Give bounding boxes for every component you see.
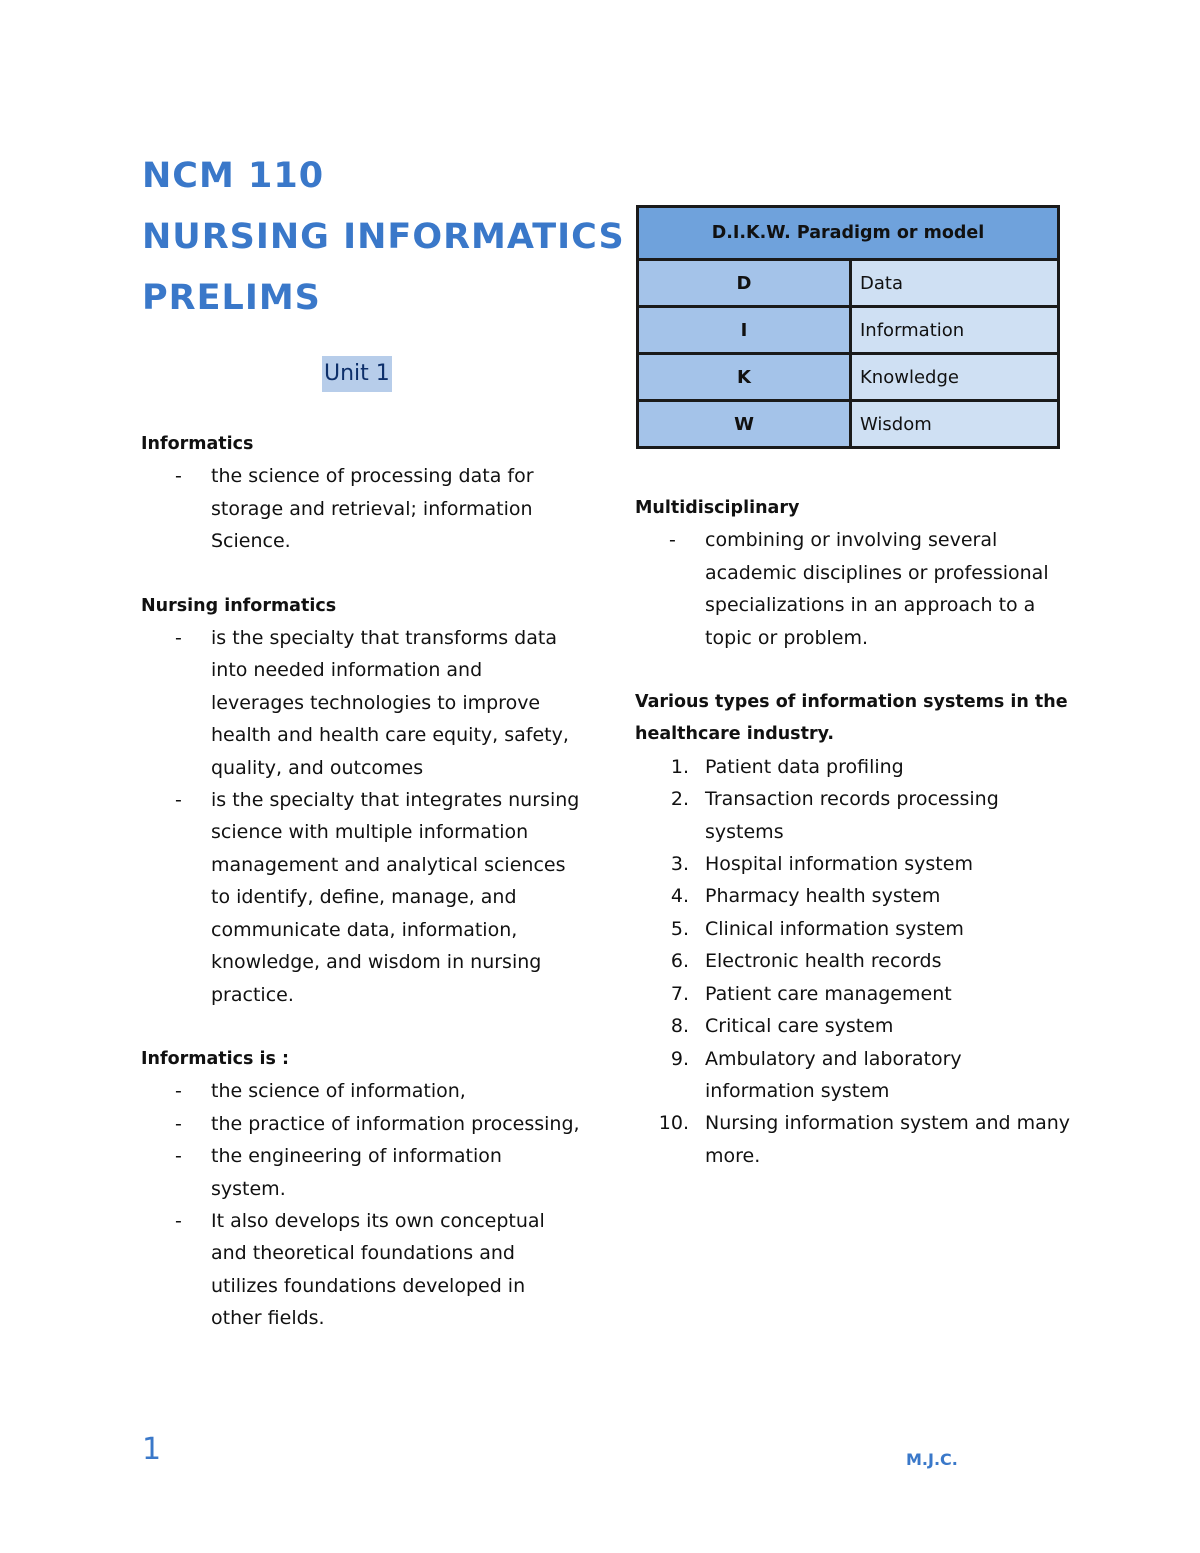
list-number: 9. bbox=[670, 1047, 689, 1070]
dikw-table-header: D.I.K.W. Paradigm or model bbox=[638, 207, 1059, 260]
list-text: Hospital information system bbox=[705, 853, 973, 876]
informatics-is-list bbox=[141, 1075, 581, 1334]
title-subject: NURSING INFORMATICS bbox=[142, 217, 625, 257]
dikw-word: Information bbox=[851, 307, 1059, 354]
list-item bbox=[635, 913, 1075, 945]
dikw-word: Wisdom bbox=[851, 401, 1059, 448]
list-text: Nursing information system and many more. bbox=[705, 1112, 1071, 1167]
list-number: 5. bbox=[670, 917, 689, 940]
dikw-word: Data bbox=[851, 260, 1059, 307]
page-number: 1 bbox=[142, 1432, 162, 1467]
list-item: - the science of processing data for storage and retrieval; information Science. bbox=[141, 460, 581, 557]
table-row bbox=[638, 401, 1059, 448]
list-number: 3. bbox=[670, 853, 689, 876]
nursing-informatics-heading: Nursing informatics bbox=[141, 595, 337, 616]
list-item bbox=[635, 751, 1075, 783]
dikw-table bbox=[636, 205, 1060, 449]
dikw-letter: D bbox=[638, 260, 851, 307]
list-number: 6. bbox=[670, 950, 689, 973]
document-title bbox=[142, 146, 625, 329]
info-systems-list bbox=[635, 751, 1075, 1172]
multidisciplinary-heading: Multidisciplinary bbox=[635, 498, 800, 518]
list-item bbox=[635, 880, 1075, 912]
dikw-letter: W bbox=[638, 401, 851, 448]
informatics-list bbox=[141, 460, 581, 557]
list-text: Ambulatory and laboratory information system bbox=[705, 1047, 962, 1102]
list-item: - It also develops its own conceptual and theoretical foundations and utilizes foundations developed in other fields. bbox=[141, 1205, 581, 1335]
list-item bbox=[635, 945, 1075, 977]
left-column bbox=[141, 428, 581, 1335]
list-item: - the engineering of information system. bbox=[141, 1140, 581, 1205]
nursing-informatics-list bbox=[141, 622, 581, 1011]
right-column bbox=[635, 492, 1075, 1172]
list-item: - the practice of information processing, bbox=[141, 1108, 581, 1140]
list-number: 8. bbox=[670, 1015, 689, 1038]
table-row bbox=[638, 354, 1059, 401]
list-text: Patient care management bbox=[705, 982, 952, 1005]
list-text: Patient data profiling bbox=[705, 755, 904, 778]
list-number: 4. bbox=[670, 885, 689, 908]
list-item bbox=[635, 978, 1075, 1010]
dikw-letter: K bbox=[638, 354, 851, 401]
author-initials: M.J.C. bbox=[906, 1450, 958, 1469]
list-item: - is the specialty that integrates nursing science with multiple information management and analytical sciences to identify, define, manage, and communicate data, information, knowledge, and wisdom in nursing practice. bbox=[141, 784, 581, 1011]
list-item bbox=[635, 1010, 1075, 1042]
list-item: - the science of information, bbox=[141, 1075, 581, 1107]
list-text: Pharmacy health system bbox=[705, 885, 941, 908]
list-text: Clinical information system bbox=[705, 917, 964, 940]
list-item bbox=[635, 1107, 1075, 1172]
title-course-code: NCM 110 bbox=[142, 156, 325, 196]
list-number: 2. bbox=[670, 788, 689, 811]
informatics-is-heading: Informatics is : bbox=[141, 1048, 290, 1069]
list-item: - combining or involving several academic disciplines or professional specializations in an approach to a topic or problem. bbox=[635, 524, 1075, 654]
table-row bbox=[638, 307, 1059, 354]
unit-label: Unit 1 bbox=[322, 356, 392, 392]
list-text: Critical care system bbox=[705, 1015, 894, 1038]
list-item: - is the specialty that transforms data into needed information and leverages technologies to improve health and health care equity, safety, quality, and outcomes bbox=[141, 622, 581, 784]
list-number: 7. bbox=[670, 982, 689, 1005]
multidisciplinary-list bbox=[635, 524, 1075, 654]
table-row bbox=[638, 260, 1059, 307]
dikw-word: Knowledge bbox=[851, 354, 1059, 401]
list-text: Transaction records processing systems bbox=[705, 788, 999, 843]
list-number: 1. bbox=[670, 755, 689, 778]
informatics-heading: Informatics bbox=[141, 434, 254, 454]
list-item bbox=[635, 783, 1075, 848]
unit-heading bbox=[322, 356, 392, 392]
list-item bbox=[635, 1043, 1075, 1108]
list-number: 10. bbox=[658, 1112, 689, 1135]
title-term: PRELIMS bbox=[142, 278, 321, 318]
info-systems-heading: Various types of information systems in the healthcare industry. bbox=[635, 692, 1068, 745]
list-text: Electronic health records bbox=[705, 950, 942, 973]
list-item bbox=[635, 848, 1075, 880]
dikw-letter: I bbox=[638, 307, 851, 354]
